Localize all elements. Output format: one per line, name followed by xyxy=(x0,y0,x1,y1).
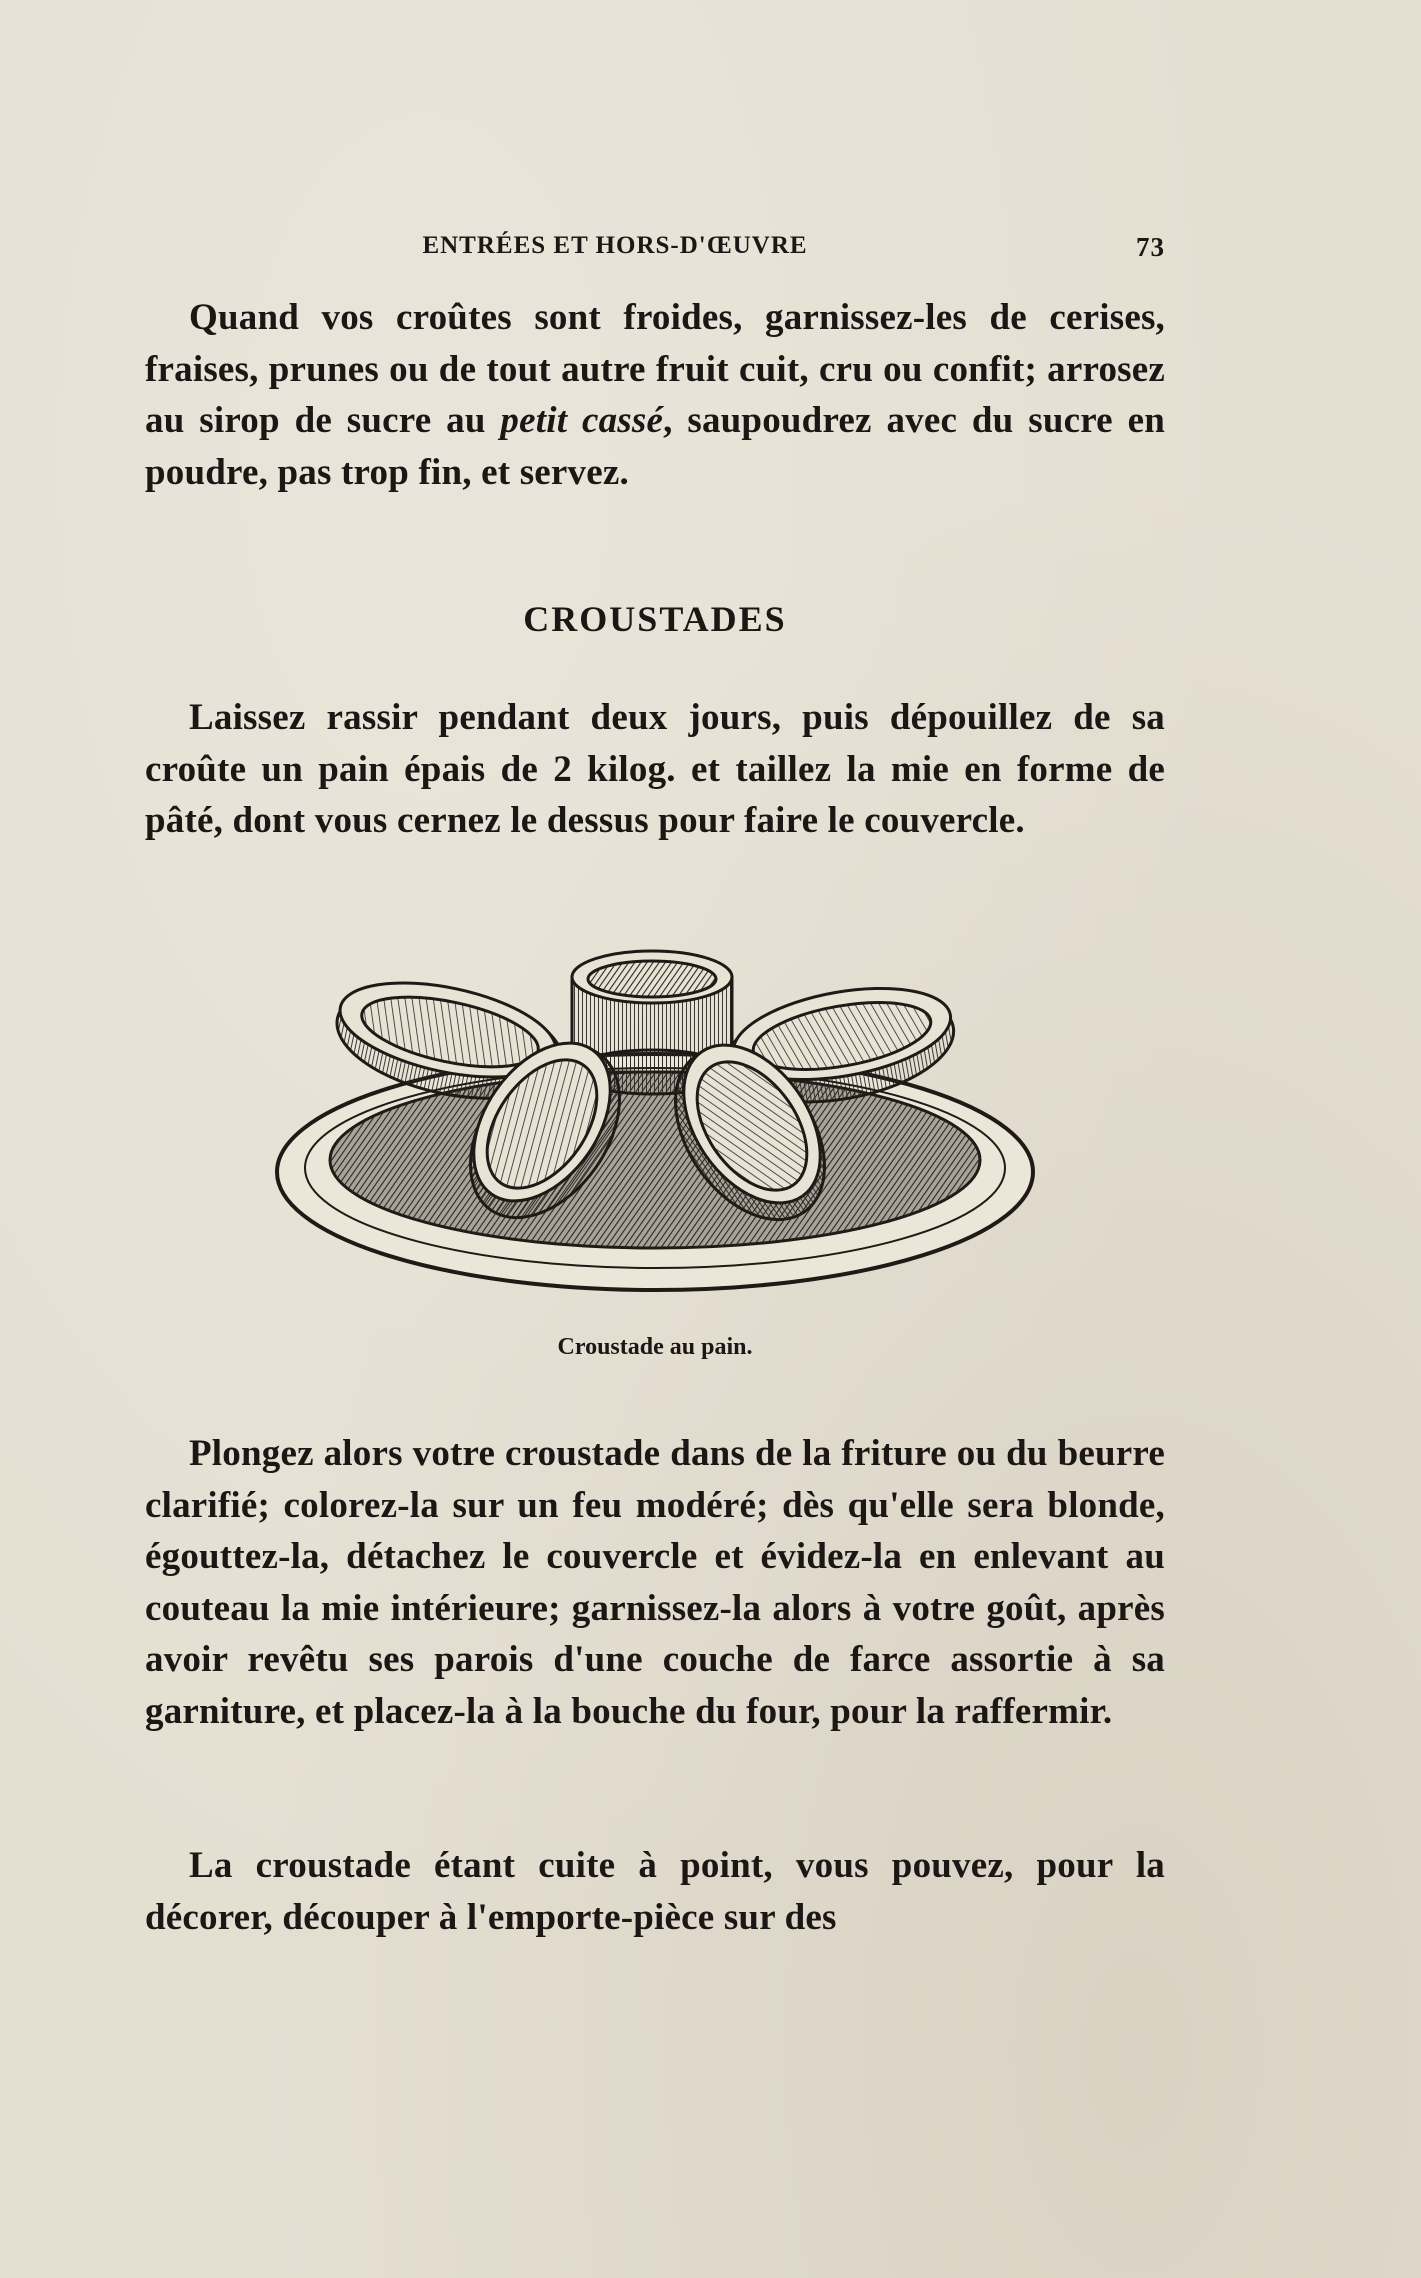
page-number: 73 xyxy=(1136,232,1165,262)
paragraph-preparation xyxy=(145,692,1165,847)
paragraph-cherries-croutes xyxy=(145,292,1165,498)
running-head-title: ENTRÉES ET HORS-D'ŒUVRE xyxy=(422,232,808,259)
croustade-engraving xyxy=(270,942,1040,1312)
figure-caption: Croustade au pain. xyxy=(557,1334,753,1360)
croustade-illustration xyxy=(270,942,1040,1312)
paragraph-frying xyxy=(145,1428,1165,1737)
paragraph-text xyxy=(145,292,1165,498)
paragraph-text: La croustade étant cuite à point, vous pouvez, pour la décorer, découper à l'emporte-pièce sur des xyxy=(145,1845,1165,1938)
paragraph-text: Laissez rassir pendant deux jours, puis dépouillez de sa croûte un pain épais de 2 kilog. et taillez la mie en forme de pâté, dont vous cernez le dessus pour faire le couvercle. xyxy=(145,697,1165,841)
paragraph-text: Plongez alors votre croustade dans de la friture ou du beurre clarifié; colorez-la sur un feu modéré; dès qu'elle sera blonde, égouttez-la, détachez le couvercle et évidez-la en enlevant au couteau la mie intérieure; garnissez-la alors à votre goût, après avoir revêtu ses parois d'une couche de farce assortie à sa garniture, et placez-la à la bouche du four, pour la raffermir. xyxy=(145,1433,1165,1732)
paragraph-decoration xyxy=(145,1840,1165,1943)
section-heading: CROUSTADES xyxy=(523,599,787,639)
paragraph-text-start: Quand vos croûtes sont froides, garnissez-les de cerises, fraises, prunes ou de tout autre fruit cuit, cru ou confit; arrosez au sirop de sucre au xyxy=(145,297,1165,441)
paragraph-text-end: , saupoudrez avec du sucre en poudre, pas trop fin, et servez. xyxy=(145,400,1165,493)
italic-term: petit cassé xyxy=(500,400,664,441)
running-head xyxy=(145,232,1165,272)
